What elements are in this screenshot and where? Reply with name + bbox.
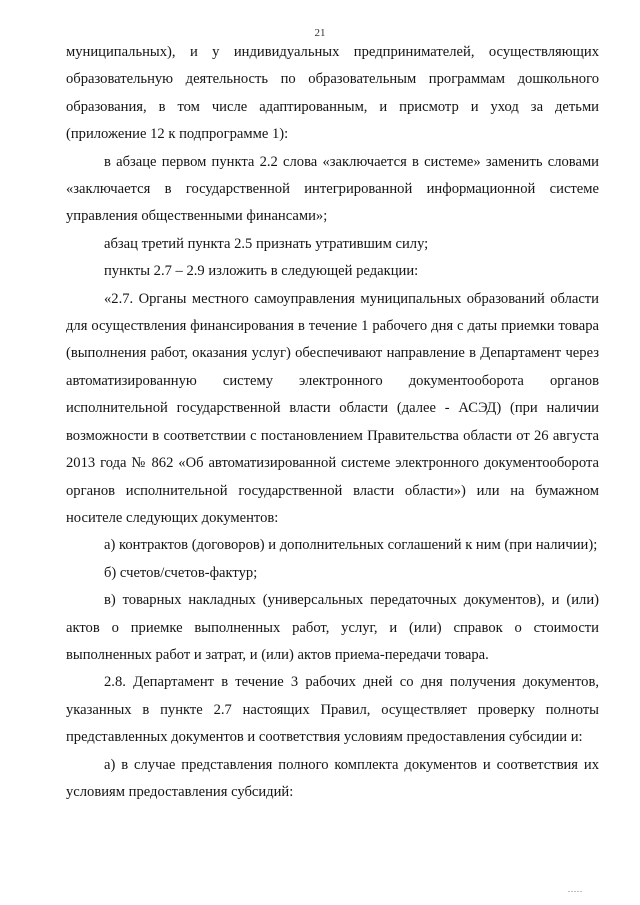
paragraph-9: 2.8. Департамент в течение 3 рабочих дней со дня получения документов, указанных в пункте 2.7 настоящих Правил, осуществляет проверку полноты представленных документов и соответствия условиям предоставления субсидии и:: [66, 674, 599, 746]
paragraph-1: муниципальных), и у индивидуальных предпринимателей, осуществляющих образовательную деятельность по образовательным программам дошкольного образования, в том числе адаптированным, и присмотр и уход за детьми (приложение 12 к подпрограмме 1):: [66, 44, 599, 143]
page-number: 21: [314, 27, 326, 39]
paragraph-10: а) в случае представления полного комплекта документов и соответствия их условиям предоставления субсидий:: [66, 756, 599, 800]
paragraph-7: б) счетов/счетов-фактур;: [104, 564, 258, 581]
footer-mark: .....: [568, 885, 583, 894]
paragraph-4: пункты 2.7 – 2.9 изложить в следующей редакции:: [104, 263, 419, 280]
paragraph-5: «2.7. Органы местного самоуправления муниципальных образований области для осуществления финансирования в течение 1 рабочего дня с даты приемки товара (выполнения работ, оказания услуг) обеспечивают направление в Департамент через автоматизированную систему электронного документооборота органов исполнительной государственной власти области (далее - АСЭД) (при наличии возможности в соответствии с постановлением Правительства области от 26 августа 2013 года № 862 «Об автоматизированной системе электронного документооборота органов исполнительной государственной власти области») или на бумажном носителе следующих документов:: [66, 290, 599, 526]
paragraph-2: в абзаце первом пункта 2.2 слова «заключается в системе» заменить словами «заключается в государственной интегрированной информационной системе управления общественными финансами»;: [66, 153, 599, 225]
paragraph-3: абзац третий пункта 2.5 признать утратившим силу;: [104, 235, 429, 252]
paragraph-8: в) товарных накладных (универсальных передаточных документов), и (или) актов о приемке выполненных работ, услуг, и (или) справок о стоимости выполненных работ и затрат, и (или) актов приема-передачи товара.: [66, 592, 599, 663]
document-body: [66, 39, 599, 806]
paragraph-6: а) контрактов (договоров) и дополнительных соглашений к ним (при наличии);: [104, 537, 598, 554]
